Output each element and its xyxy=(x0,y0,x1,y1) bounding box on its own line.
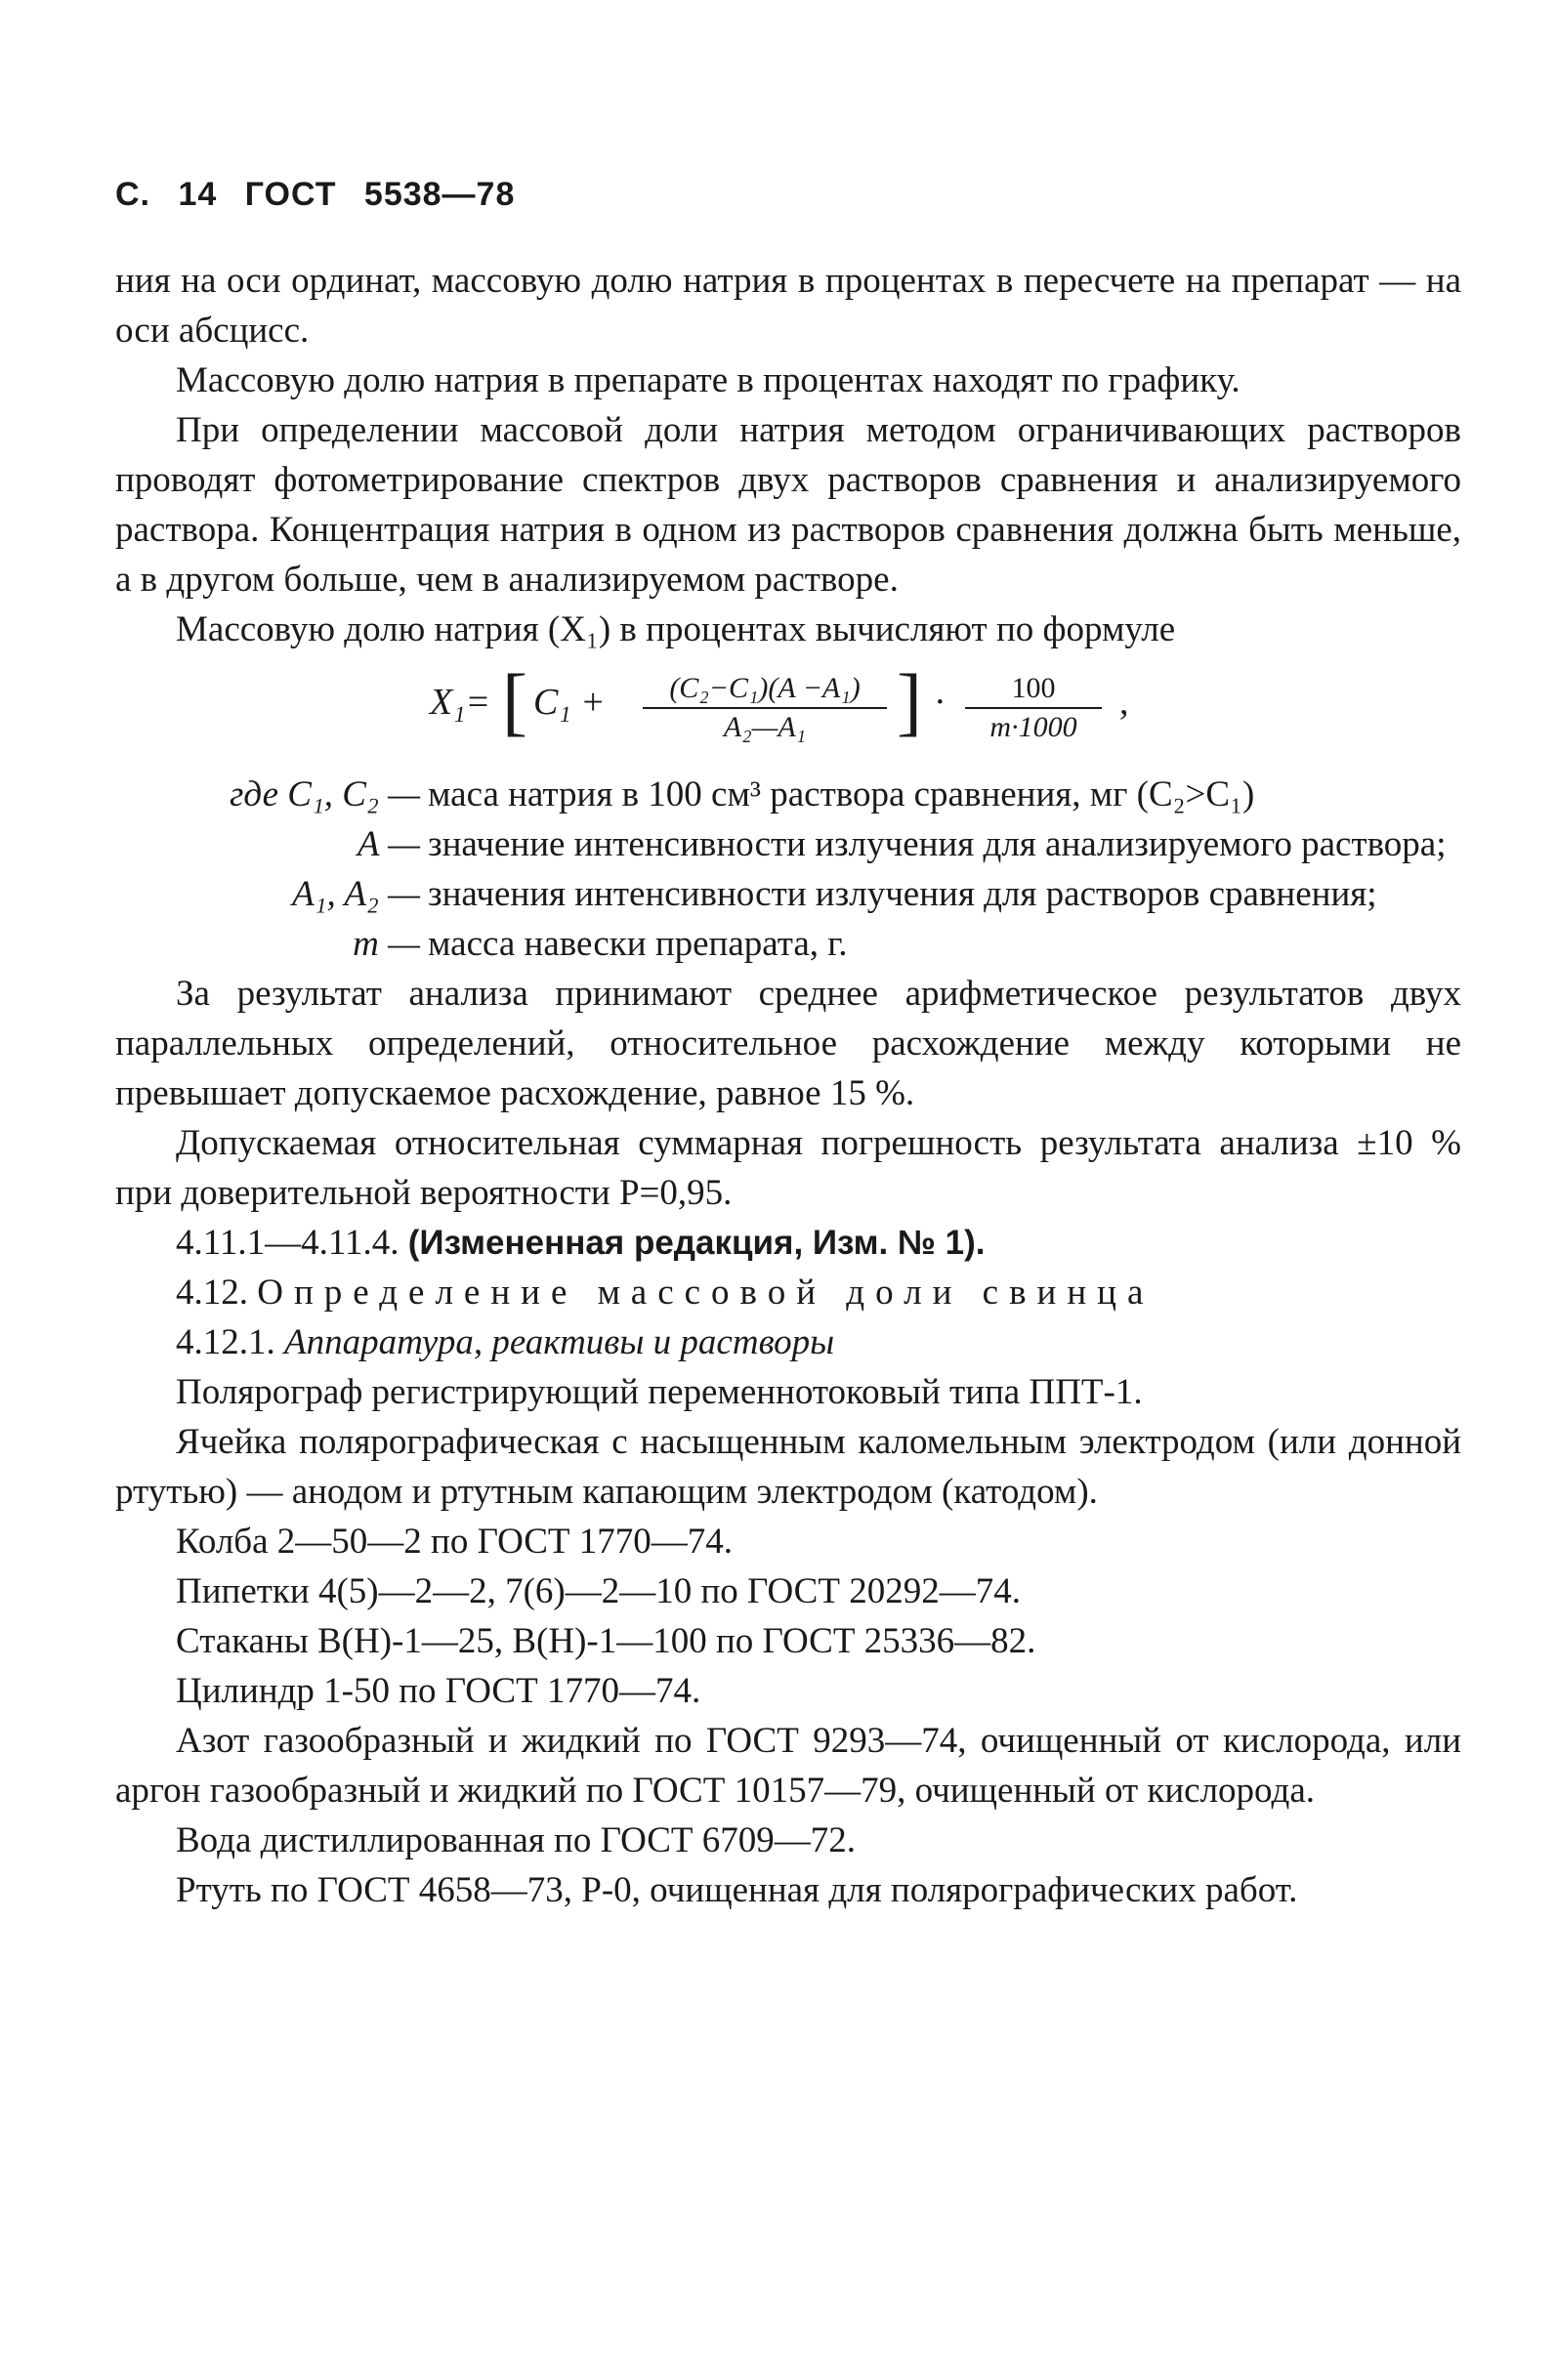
equipment-cylinder: Цилиндр 1-50 по ГОСТ 1770—74. xyxy=(176,1671,701,1711)
formula-definitions xyxy=(115,770,1461,969)
equipment-flask: Колба 2—50—2 по ГОСТ 1770—74. xyxy=(176,1522,734,1562)
definition-symbol: m — xyxy=(353,924,420,964)
formula-lhs: X₁= xyxy=(430,682,491,723)
definition-symbol: где C₁, C₂ — xyxy=(229,774,420,814)
formula-fraction-scale xyxy=(965,670,1102,746)
section-heading-lead xyxy=(115,1268,1461,1317)
definition-c1-c2 xyxy=(115,770,1461,819)
formula-fraction-scale-denominator: m·1000 xyxy=(989,711,1077,743)
equipment-beakers: Стаканы В(Н)-1—25, В(Н)-1—100 по ГОСТ 25336—82. xyxy=(176,1621,1036,1661)
equipment-cell: Ячейка полярографическая с насыщенным каломельным электродом (или донной ртутью) — анодом и ртутным капающим электродом (катодом). xyxy=(115,1422,1461,1512)
definition-text: значения интенсивности излучения для растворов сравнения; xyxy=(428,874,1377,914)
amendment-note: (Измененная редакция, Изм. № 1). xyxy=(407,1224,986,1262)
paragraph-formula-intro: Массовую долю натрия (X₁) в процентах вычисляют по формуле xyxy=(176,609,1176,649)
paragraph-axes: ния на оси ординат, массовую долю натрия в процентах в пересчете на препарат — на оси абсцисс. xyxy=(115,261,1461,351)
definition-text: масса навески препарата, г. xyxy=(428,924,848,964)
formula-dot: · xyxy=(934,682,946,723)
equipment-polarograph: Полярограф регистрирующий переменнотоковый типа ППТ-1. xyxy=(176,1372,1143,1412)
subsection-heading xyxy=(115,1317,1461,1367)
formula-fraction-main-denominator: A₂—A₁ xyxy=(723,711,807,743)
reagent-water: Вода дистиллированная по ГОСТ 6709—72. xyxy=(176,1820,857,1860)
equipment-pipettes: Пипетки 4(5)—2—2, 7(6)—2—10 по ГОСТ 20292—74. xyxy=(176,1571,1021,1611)
paragraph-graph: Массовую долю натрия в препарате в процентах находят по графику. xyxy=(176,360,1241,400)
formula-bracket-open: [ xyxy=(502,658,527,743)
definition-a xyxy=(115,819,1461,869)
section-number: 4.12. xyxy=(176,1273,248,1313)
document-body xyxy=(115,256,1461,1915)
formula xyxy=(115,658,1461,764)
reagent-nitrogen: Азот газообразный и жидкий по ГОСТ 9293—74, очищенный от кислорода, или аргон газообразный и жидкий по ГОСТ 10157—79, очищенный от кислорода. xyxy=(115,1721,1461,1811)
formula-fraction-main xyxy=(643,670,887,746)
section-title: Определение массовой доли свинца xyxy=(257,1273,1155,1313)
paragraph-method: При определении массовой доли натрия методом ограничивающих растворов проводят фотометрирование спектров двух растворов сравнения и анализируемого раствора. Концентрация натрия в одном из растворов сравнения должна быть меньше, а в другом больше, чем в анализируемом растворе. xyxy=(115,410,1461,600)
paragraph-result: За результат анализа принимают среднее арифметическое результатов двух параллельных определений, относительное расхождение между которыми не превышает допускаемое расхождение, равное 15 %. xyxy=(115,974,1461,1113)
definition-text: маса натрия в 100 см³ раствора сравнения, мг (C₂>C₁) xyxy=(428,774,1255,814)
formula-fraction-scale-numerator: 100 xyxy=(965,670,1102,709)
amendment-ref: 4.11.1—4.11.4. xyxy=(176,1223,400,1263)
formula-fraction-main-numerator: (C₂−C₁)(A −A₁) xyxy=(643,670,887,709)
definition-m xyxy=(115,919,1461,969)
definition-a1-a2 xyxy=(115,869,1461,919)
definition-text: значение интенсивности излучения для анализируемого раствора; xyxy=(428,824,1447,864)
formula-c1: C₁ + xyxy=(533,682,606,723)
paragraph-amendment xyxy=(115,1218,1461,1268)
reagent-mercury: Ртуть по ГОСТ 4658—73, Р-0, очищенная для полярографических работ. xyxy=(176,1870,1298,1910)
formula-comma: , xyxy=(1119,682,1129,723)
definition-symbol: A₁, A₂ — xyxy=(292,874,420,914)
subsection-title: Аппаратура, реактивы и растворы xyxy=(284,1322,835,1362)
page-header: С. 14 ГОСТ 5538—78 xyxy=(115,176,516,213)
definition-symbol: A — xyxy=(357,824,420,864)
subsection-number: 4.12.1. xyxy=(176,1322,275,1362)
paragraph-error: Допускаемая относительная суммарная погрешность результата анализа ±10 % при доверительной вероятности P=0,95. xyxy=(115,1123,1461,1213)
formula-bracket-close: ] xyxy=(897,658,922,743)
